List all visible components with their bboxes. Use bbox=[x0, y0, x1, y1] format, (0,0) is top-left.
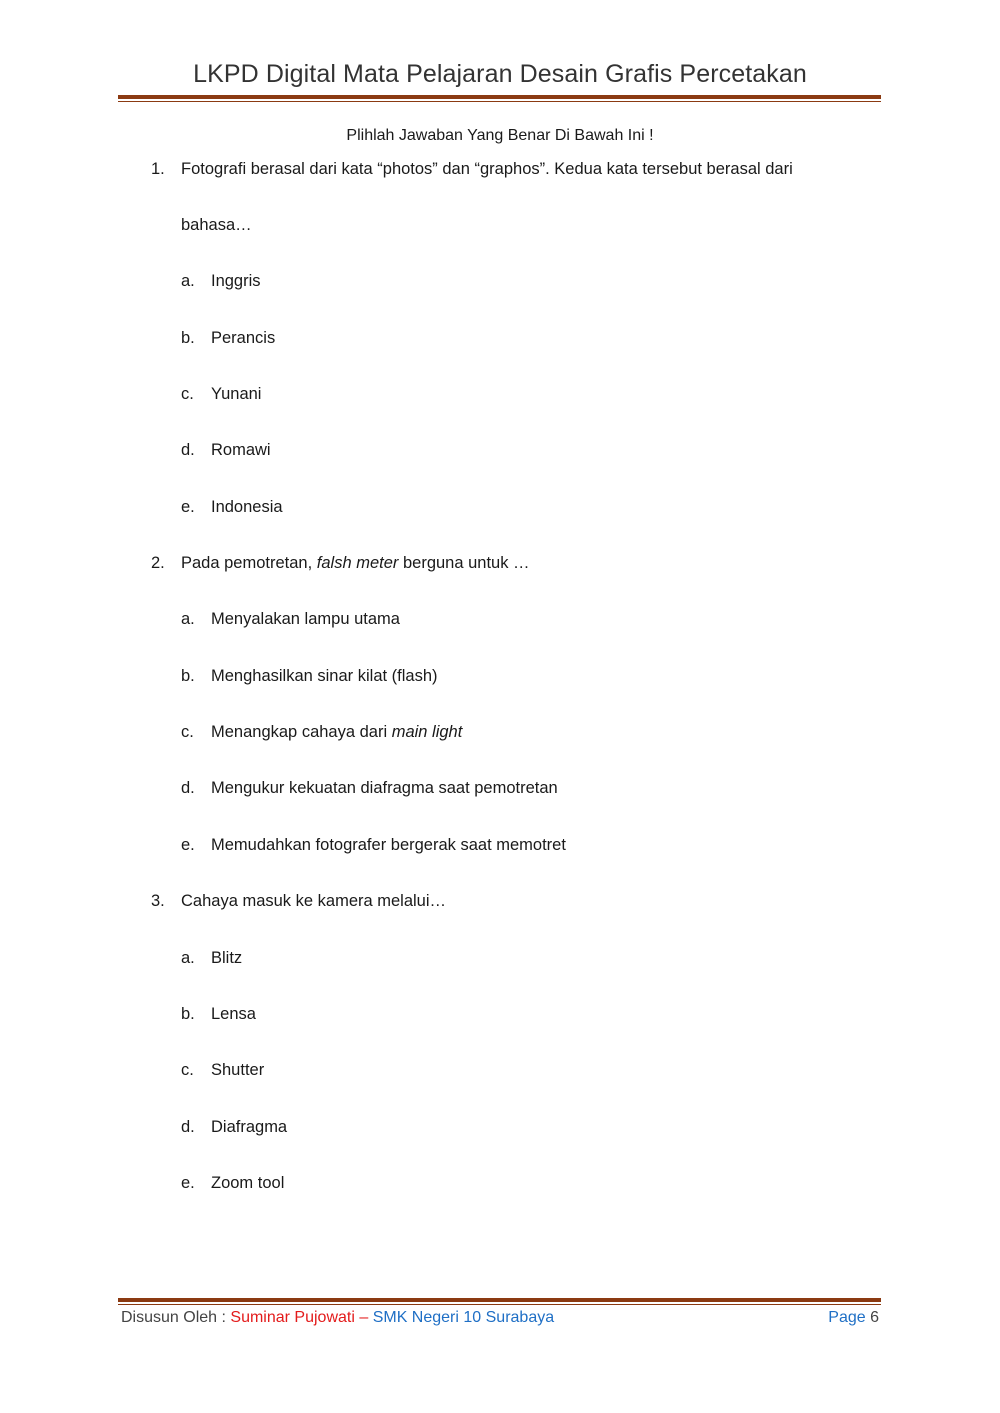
footer-credit: Disusun Oleh : Suminar Pujowati – SMK Negeri 10 Surabaya bbox=[121, 1309, 555, 1326]
option-item: b. Lensa bbox=[181, 1005, 256, 1023]
option-item: a. Menyalakan lampu utama bbox=[181, 610, 400, 628]
option-item: a. Inggris bbox=[181, 272, 261, 290]
question-2: 2. Pada pemotretan, falsh meter berguna untuk … bbox=[151, 554, 530, 572]
question-text: Fotografi berasal dari kata “photos” dan “graphos”. Kedua kata tersebut berasal dari bbox=[181, 160, 793, 178]
question-number: 1. bbox=[151, 160, 165, 178]
option-item: d. Mengukur kekuatan diafragma saat pemotretan bbox=[181, 779, 558, 797]
footer-label: Disusun Oleh : bbox=[121, 1309, 231, 1326]
option-item: d. Diafragma bbox=[181, 1118, 288, 1136]
option-item: c. Shutter bbox=[181, 1061, 265, 1079]
option-item: d. Romawi bbox=[181, 441, 271, 459]
instruction-text: Plihlah Jawaban Yang Benar Di Bawah Ini ! bbox=[346, 127, 654, 144]
option-item: e. Indonesia bbox=[181, 498, 283, 516]
option-item: e. Memudahkan fotografer bergerak saat memotret bbox=[181, 836, 566, 854]
page-label: Page bbox=[828, 1309, 866, 1326]
footer-page bbox=[828, 1309, 879, 1327]
option-item: c. Menangkap cahaya dari main light bbox=[181, 723, 463, 741]
question-3 bbox=[151, 892, 446, 911]
page-number: 6 bbox=[865, 1309, 879, 1326]
page-header-title: LKPD Digital Mata Pelajaran Desain Grafis Percetakan bbox=[193, 60, 807, 88]
question-number: 2. bbox=[151, 554, 165, 572]
option-item: b. Menghasilkan sinar kilat (flash) bbox=[181, 667, 438, 685]
question-number: 3. bbox=[151, 892, 165, 910]
question-text: Cahaya masuk ke kamera melalui… bbox=[181, 892, 447, 910]
header-rule bbox=[118, 95, 881, 102]
footer-author: Suminar Pujowati bbox=[230, 1309, 355, 1326]
footer-school: SMK Negeri 10 Surabaya bbox=[372, 1309, 555, 1326]
option-item: b. Perancis bbox=[181, 329, 276, 347]
option-item: c. Yunani bbox=[181, 385, 262, 403]
option-item: a. Blitz bbox=[181, 949, 243, 967]
footer-rule bbox=[118, 1298, 881, 1305]
option-item: e. Zoom tool bbox=[181, 1174, 285, 1192]
question-1 bbox=[151, 160, 793, 179]
question-1-continuation: bahasa… bbox=[181, 216, 252, 234]
